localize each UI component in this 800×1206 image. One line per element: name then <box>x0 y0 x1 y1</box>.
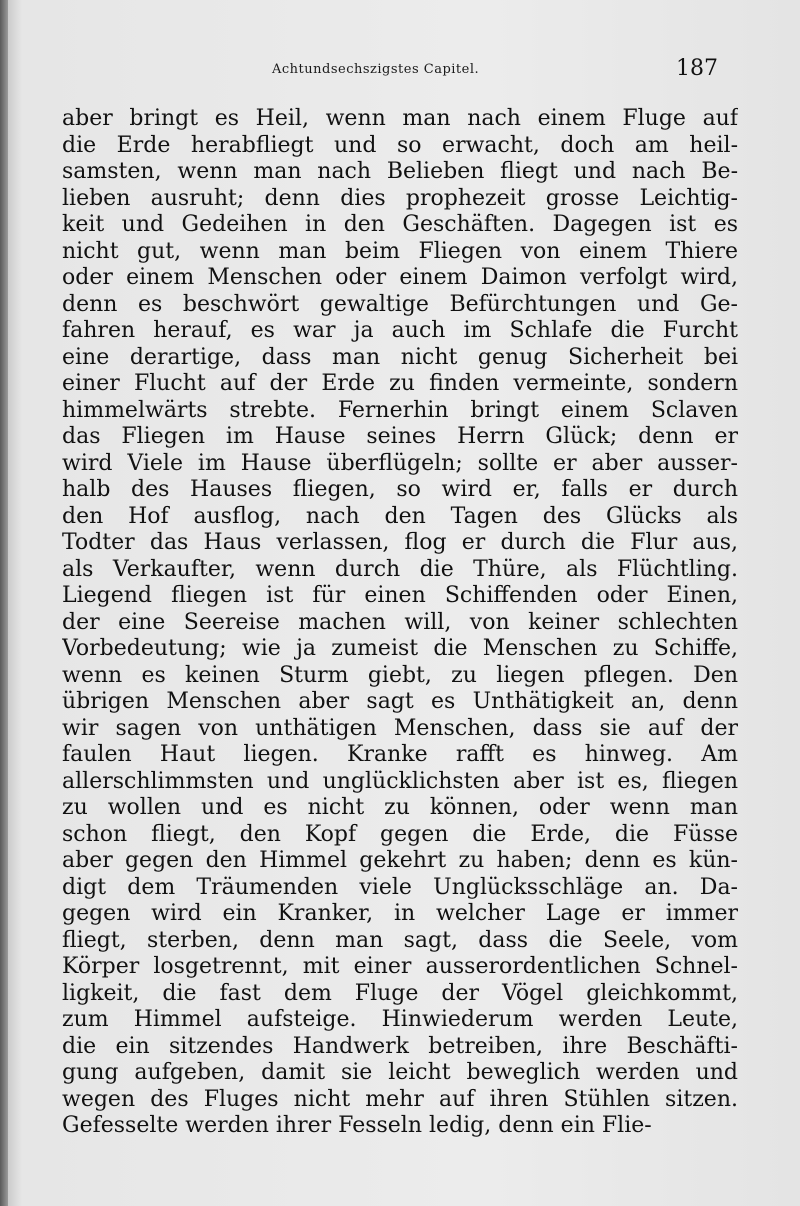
text-line: halb des Hauses fliegen, so wird er, falls er durch <box>62 477 738 502</box>
text-line: denn es beschwört gewaltige Befürchtungen und Ge- <box>62 291 738 317</box>
text-line: zu wollen und es nicht zu können, oder wenn man <box>62 795 738 820</box>
text-line: gung aufgeben, damit sie leicht beweglich werden und <box>62 1060 738 1085</box>
body-text <box>62 106 738 1140</box>
text-line: wird Viele im Hause überflügeln; sollte er aber ausser- <box>62 450 738 476</box>
text-line: die ein sitzendes Handwerk betreiben, ihre Beschäfti- <box>62 1033 738 1059</box>
text-line: fahren herauf, es war ja auch im Schlafe die Furcht <box>62 318 738 343</box>
text-line: Liegend fliegen ist für einen Schiffenden oder Einen, <box>62 583 738 608</box>
text-line: lieben ausruht; denn dies prophezeit grosse Leichtig- <box>62 185 738 211</box>
text-line: faulen Haut liegen. Kranke rafft es hinweg. Am <box>62 742 738 767</box>
text-line: fliegt, sterben, denn man sagt, dass die Seele, vom <box>62 927 738 953</box>
text-line: das Fliegen im Hause seines Herrn Glück; denn er <box>62 424 738 449</box>
text-line: zum Himmel aufsteige. Hinwiederum werden Leute, <box>62 1007 738 1032</box>
text-line: wir sagen von unthätigen Menschen, dass sie auf der <box>62 715 738 741</box>
text-line: als Verkaufter, wenn durch die Thüre, als Flüchtling. <box>62 556 738 582</box>
page-number: 187 <box>676 56 718 81</box>
text-line: samsten, wenn man nach Belieben fliegt und nach Be- <box>62 159 738 184</box>
text-line: der eine Seereise machen will, von keiner schlechten <box>62 609 738 635</box>
text-line: den Hof ausflog, nach den Tagen des Glücks als <box>62 503 738 529</box>
text-line: nicht gut, wenn man beim Fliegen von einem Thiere <box>62 238 738 264</box>
text-line: eine derartige, dass man nicht genug Sicherheit bei <box>62 344 738 370</box>
text-line: allerschlimmsten und unglücklichsten aber ist es, fliegen <box>62 768 738 794</box>
text-line: die Erde herabfliegt und so erwacht, doch am heil- <box>62 132 738 158</box>
text-line: keit und Gedeihen in den Geschäften. Dagegen ist es <box>62 212 738 237</box>
text-line: ligkeit, die fast dem Fluge der Vögel gleichkommt, <box>62 980 738 1006</box>
running-head <box>0 56 800 86</box>
text-line: übrigen Menschen aber sagt es Unthätigkeit an, denn <box>62 689 738 714</box>
running-title: Achtundsechszigstes Capitel. <box>272 62 480 77</box>
text-line: Gefesselte werden ihrer Fesseln ledig, denn ein Flie- <box>62 1113 652 1138</box>
text-line: himmelwärts strebte. Fernerhin bringt einem Sclaven <box>62 397 738 423</box>
text-line: wenn es keinen Sturm giebt, zu liegen pflegen. Den <box>62 662 738 688</box>
text-line: aber gegen den Himmel gekehrt zu haben; denn es kün- <box>62 848 738 873</box>
text-line: wegen des Fluges nicht mehr auf ihren Stühlen sitzen. <box>62 1086 738 1112</box>
page-gutter-shadow <box>0 0 8 1206</box>
text-line: digt dem Träumenden viele Unglücksschläge an. Da- <box>62 874 738 900</box>
text-line: oder einem Menschen oder einem Daimon verfolgt wird, <box>62 265 738 290</box>
text-line: Todter das Haus verlassen, flog er durch die Flur aus, <box>62 530 738 555</box>
text-line: gegen wird ein Kranker, in welcher Lage er immer <box>62 901 738 926</box>
text-line: einer Flucht auf der Erde zu finden vermeinte, sondern <box>62 371 738 396</box>
text-line: Körper losgetrennt, mit einer ausserordentlichen Schnel- <box>62 954 738 979</box>
text-line: schon fliegt, den Kopf gegen die Erde, die Füsse <box>62 821 738 847</box>
text-line: Vorbedeutung; wie ja zumeist die Menschen zu Schiffe, <box>62 636 738 661</box>
text-line: aber bringt es Heil, wenn man nach einem Fluge auf <box>62 106 738 131</box>
